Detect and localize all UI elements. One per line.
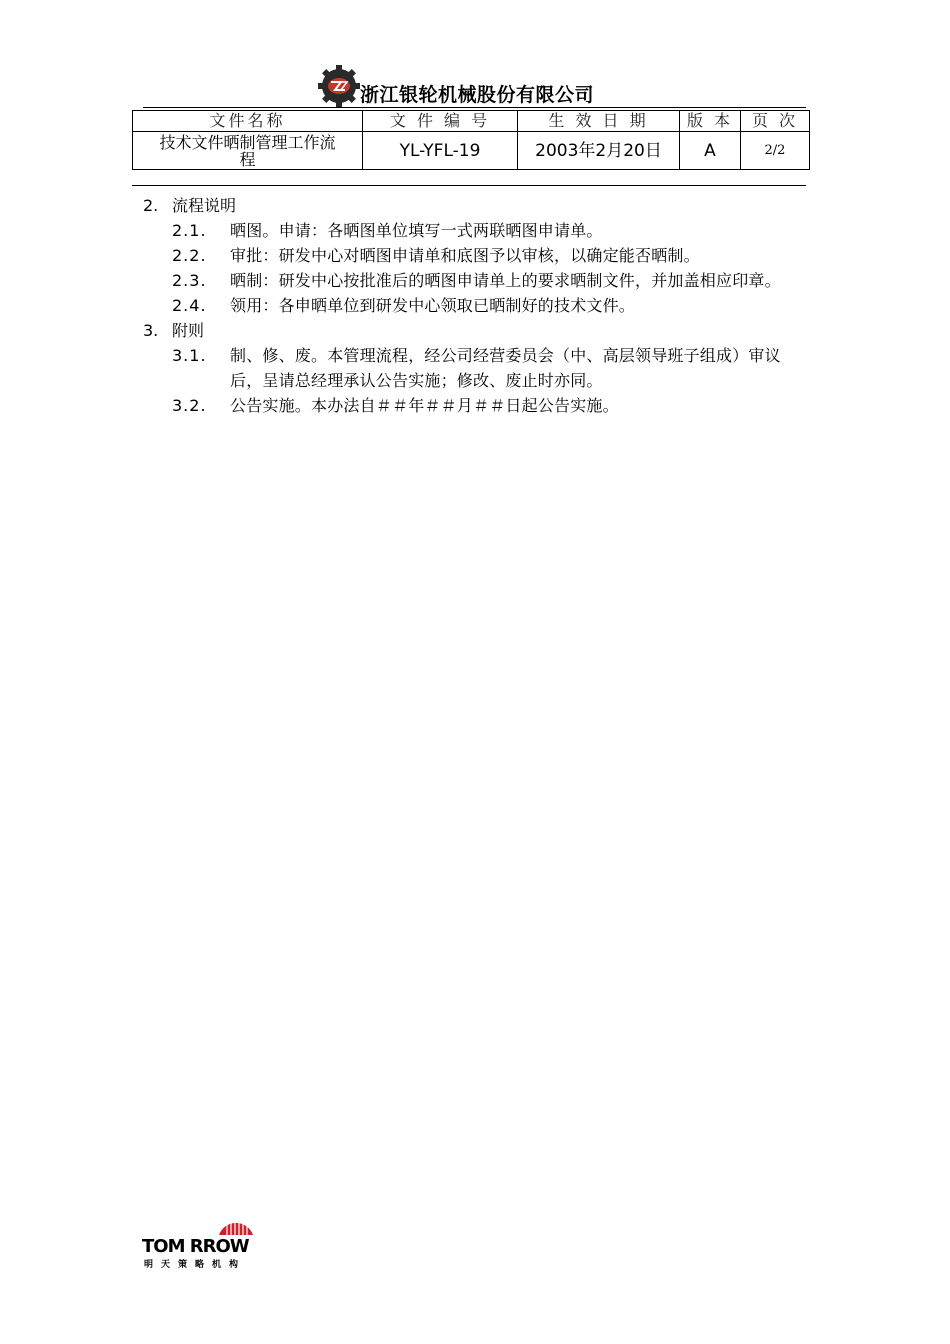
document-code: YL-YFL-19 [363, 132, 518, 170]
item-text: 审批：研发中心对晒图申请单和底图予以审核，以确定能否晒制。 [230, 246, 700, 265]
document-title-line1: 技术文件晒制管理工作流 [159, 132, 336, 152]
footer-logo-subtitle: 明天策略机构 [144, 1260, 247, 1270]
item-text: 制、修、废。本管理流程，经公司经营委员会（中、高层领导班子组成）审议后，呈请总经理承认公告实施；修改、废止时亦同。 [230, 346, 781, 390]
header-effective-date: 生 效 日 期 [518, 111, 680, 132]
header-file-code: 文 件 编 号 [363, 111, 518, 132]
section-title: 附则 [172, 321, 205, 340]
item-number: 2.2. [172, 246, 207, 265]
section-heading [143, 193, 808, 218]
item-number: 2.3. [172, 271, 207, 290]
company-name: 浙江银轮机械股份有限公司 [360, 83, 595, 106]
footer-logo-text: TOM RROW [142, 1236, 249, 1257]
item-text: 晒制：研发中心按批准后的晒图申请单上的要求晒制文件，并加盖相应印章。 [230, 271, 781, 290]
list-item [143, 243, 808, 268]
item-text: 晒图。申请：各晒图单位填写一式两联晒图申请单。 [230, 221, 603, 240]
header-divider [143, 107, 806, 108]
table-header-row [133, 111, 810, 132]
item-text: 领用：各申晒单位到研发中心领取已晒制好的技术文件。 [230, 296, 636, 315]
gear-logo-icon [318, 65, 360, 107]
header-page: 页 次 [741, 111, 810, 132]
list-item [143, 393, 808, 418]
item-number: 3.1. [172, 346, 207, 365]
item-number: 2.1. [172, 221, 207, 240]
section-heading [143, 318, 808, 343]
document-title [133, 132, 363, 170]
item-number: 2.4. [172, 296, 207, 315]
table-value-row [133, 132, 810, 170]
company-header [318, 66, 594, 106]
section-number: 2. [143, 196, 159, 215]
list-item [143, 218, 808, 243]
item-number: 3.2. [172, 396, 207, 415]
list-item [143, 293, 808, 318]
section-title: 流程说明 [172, 196, 237, 215]
header-version: 版 本 [680, 111, 741, 132]
list-item [143, 343, 808, 393]
header-file-name: 文件名称 [133, 111, 363, 132]
section-number: 3. [143, 321, 159, 340]
effective-date: 2003年2月20日 [518, 132, 680, 170]
document-title-line2: 程 [239, 149, 256, 169]
document-version: A [680, 132, 741, 170]
page-number: 2/2 [741, 132, 810, 170]
document-body [143, 193, 808, 418]
list-item [143, 268, 808, 293]
content-divider [132, 185, 806, 186]
item-text: 公告实施。本办法自＃＃年＃＃月＃＃日起公告实施。 [230, 396, 619, 415]
document-info-table [132, 110, 810, 170]
